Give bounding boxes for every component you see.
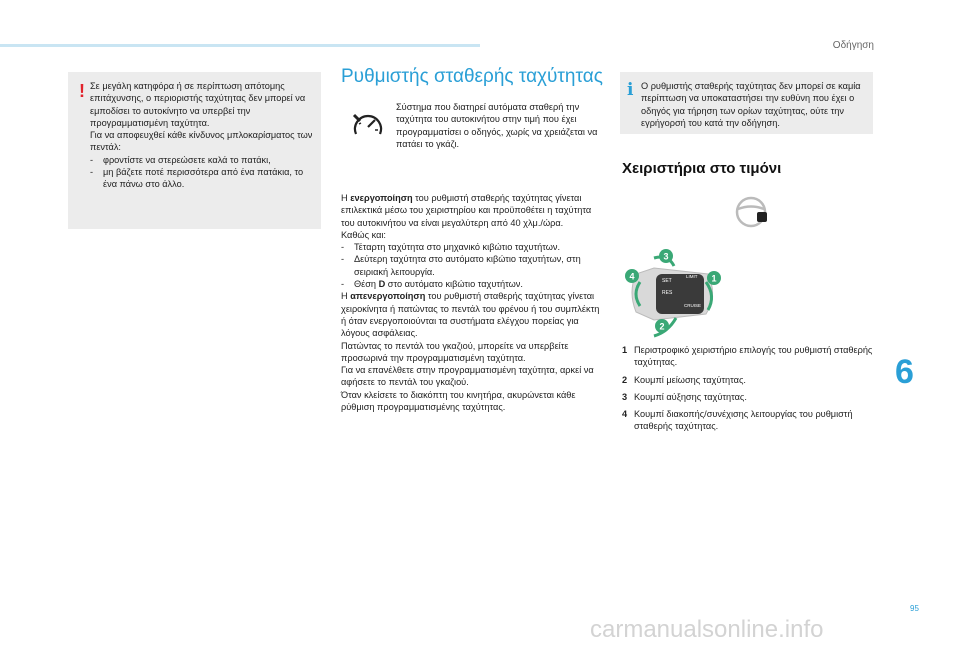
speedometer-icon	[351, 110, 385, 142]
controls-legend	[622, 344, 880, 438]
legend-item: 4 Κουμπί διακοπής/συνέχισης λειτουργίας του ρυθμιστή σταθερής ταχύτητας.	[622, 409, 853, 432]
legend-item: 1 Περιστροφικό χειριστήριο επιλογής του ρυθμιστή σταθερής ταχύτητας.	[622, 345, 873, 368]
chapter-number: 6	[895, 353, 914, 391]
deactivation-paragraph: Η απενεργοποίηση του ρυθμιστή σταθερής ταχύτητας γίνεται χειροκίνητα ή πατώντας το πεντάλ του φρένου ή του συμπλέκτη ή όταν ενεργοποιούνται τα συστήματα ελέγχου πορείας για λόγους ασφάλειας.	[341, 291, 600, 339]
warning-text	[90, 80, 313, 191]
legend-item: 2 Κουμπί μείωσης ταχύτητας.	[622, 374, 746, 385]
list-item: - Δεύτερη ταχύτητα στο αυτόματο κιβώτιο ταχυτήτων, στη σειριακή λειτουργία.	[341, 254, 581, 277]
warning-paragraph: Σε μεγάλη κατηφόρα ή σε περίπτωση απότομης επιτάχυνσης, ο περιοριστής ταχύτητας δεν μπορεί να εμποδίσει το αυτοκίνητο να υπερβεί την προγραμματισμένη ταχύτητα.	[90, 81, 306, 128]
info-box	[620, 72, 873, 134]
wheel-controls-heading: Χειριστήρια στο τιμόνι	[622, 160, 782, 177]
info-icon: i	[627, 80, 634, 100]
warning-paragraph: Για να αποφευχθεί κάθε κίνδυνος μπλοκαρίσματος των πεντάλ:	[90, 130, 313, 153]
list-item: - φροντίστε να στερεώσετε καλά το πατάκι,	[90, 154, 271, 165]
limit-label: LIMIT	[686, 274, 698, 279]
cruise-label: CRUISE	[684, 303, 702, 308]
callout-1-number: 1	[711, 273, 717, 284]
return-paragraph: Για να επανέλθετε στην προγραμματισμένη ταχύτητα, αρκεί να αφήσετε το πεντάλ του γκαζιού.	[341, 365, 594, 388]
list-item: - Τέταρτη ταχύτητα στο μηχανικό κιβώτιο ταχυτήτων.	[341, 242, 561, 253]
set-label: SET	[662, 278, 672, 284]
list-item: - μη βάζετε ποτέ περισσότερα από ένα πατάκια, το ένα πάνω στο άλλο.	[90, 167, 304, 190]
cruise-body	[341, 192, 603, 413]
res-label: RES	[662, 290, 673, 296]
callout-2-number: 2	[659, 321, 665, 332]
callout-4-number: 4	[629, 271, 635, 282]
section-title: Οδήγηση	[832, 40, 874, 51]
lever-diagram	[618, 244, 738, 344]
cruise-intro: Σύστημα που διατηρεί αυτόματα σταθερή την ταχύτητα του αυτοκινήτου στην τιμή που έχει προγραμματίσει ο οδηγός, χωρίς να χρειάζεται να πατάει το γκάζι.	[396, 102, 598, 149]
cruise-control-title: Ρυθμιστής σταθερής ταχύτητας	[341, 66, 603, 87]
throttle-paragraph: Πατώντας το πεντάλ του γκαζιού, μπορείτε να υπερβείτε προσωρινά την προγραμματισμένη ταχύτητα.	[341, 340, 569, 363]
warning-box	[68, 72, 321, 229]
conditions-label: Καθώς και:	[341, 229, 386, 240]
ignition-paragraph: Όταν κλείσετε το διακόπτη του κινητήρα, ακυρώνεται κάθε ρύθμιση προγραμματισμένης ταχύτητας.	[341, 389, 576, 413]
page-number: 95	[910, 604, 919, 613]
legend-item: 3 Κουμπί αύξησης ταχύτητας.	[622, 391, 747, 402]
watermark: carmanualsonline.info	[590, 616, 824, 643]
list-item: - Θέση D στο αυτόματο κιβώτιο ταχυτήτων.	[341, 279, 523, 290]
info-text: Ο ρυθμιστής σταθερής ταχύτητας δεν μπορεί σε καμία περίπτωση να υποκαταστήσει την ευθύνη που έχει ο οδηγός για τήρηση των ορίων ταχύτητας, ούτε την εγρήγορσή του κατά την οδήγηση.	[641, 81, 861, 128]
callout-3-number: 3	[663, 251, 669, 262]
activation-paragraph: Η ενεργοποίηση του ρυθμιστή σταθερής ταχύτητας γίνεται επιλεκτικά μέσω του χειριστηρίου και προϋποθέτει η ταχύτητα του αυτοκινήτου να είναι μεγαλύτερη από 40 χλμ./ώρα.	[341, 193, 592, 228]
steering-wheel-icon	[733, 196, 769, 228]
header-rule	[0, 44, 480, 47]
warning-icon: !	[79, 81, 85, 101]
